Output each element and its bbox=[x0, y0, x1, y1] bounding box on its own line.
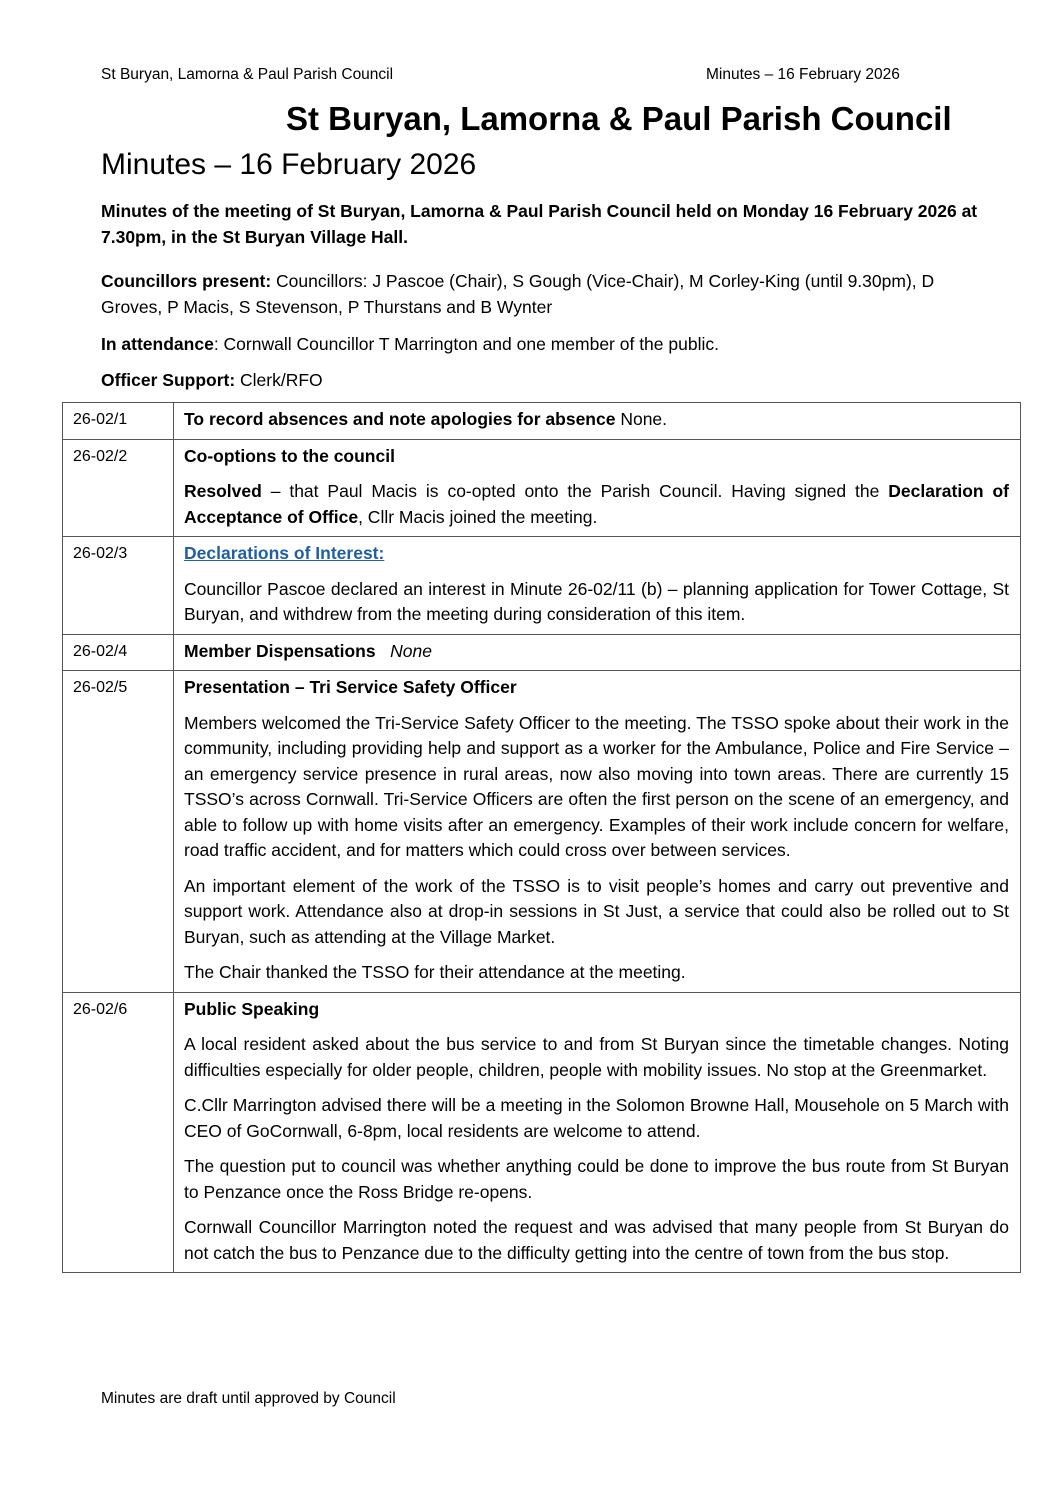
minute-body bbox=[174, 439, 1021, 537]
meeting-details bbox=[101, 198, 981, 250]
minute-row bbox=[63, 537, 1021, 635]
officer-support-text: Clerk/RFO bbox=[235, 370, 323, 390]
minute-ref: 26-02/4 bbox=[63, 634, 174, 671]
minute-paragraph: A local resident asked about the bus service to and from St Buryan since the timetable changes. Noting difficulties especially for older people, children, people with mobility issues. No stop at the Greenmarket. bbox=[184, 1034, 1009, 1080]
minute-body bbox=[174, 403, 1021, 440]
minute-paragraph: Councillor Pascoe declared an interest in Minute 26-02/11 (b) – planning application for Tower Cottage, St Buryan, and withdrew from the meeting during consideration of this item. bbox=[184, 578, 1009, 624]
page-footer: Minutes are draft until approved by Council bbox=[101, 1390, 396, 1407]
minute-heading: Co-options to the council bbox=[184, 445, 395, 466]
minute-body bbox=[174, 634, 1021, 671]
in-attendance-label: In attendance bbox=[101, 334, 214, 354]
minute-row bbox=[63, 671, 1021, 993]
document-title: St Buryan, Lamorna & Paul Parish Council bbox=[286, 100, 952, 137]
minute-row bbox=[63, 992, 1021, 1273]
minute-ref: 26-02/6 bbox=[63, 992, 174, 1273]
minute-row bbox=[63, 634, 1021, 671]
minute-heading: Member Dispensations bbox=[184, 640, 376, 661]
officer-support bbox=[101, 367, 981, 393]
minute-ref: 26-02/2 bbox=[63, 439, 174, 537]
councillors-present-text: Councillors: J Pascoe (Chair), S Gough (Vice-Chair), M Corley-King (until 9.30pm), D Groves, P Macis, S Stevenson, P Thurstans and B Wynter bbox=[101, 271, 935, 317]
meeting-details-text: Minutes of the meeting of St Buryan, Lamorna & Paul Parish Council held on Monday 16 February 2026 at 7.30pm, in the St Buryan Village Hall. bbox=[101, 201, 978, 247]
minute-paragraph: Members welcomed the Tri-Service Safety Officer to the meeting. The TSSO spoke about their work in the community, including providing help and support as a worker for the Ambulance, Police and Fire Service – an emergency service presence in rural areas, now also moving into town areas. There are currently 15 TSSO’s across Cornwall. Tri-Service Officers are often the first person on the scene of an emergency, and able to follow up with home visits after an emergency. Examples of their work include concern for welfare, road traffic accident, and for matters which could cross over between services. bbox=[184, 712, 1009, 860]
councillors-present-label: Councillors present: bbox=[101, 271, 272, 291]
councillors-present bbox=[101, 268, 981, 320]
minute-heading-suffix: None bbox=[390, 640, 433, 661]
minutes-table bbox=[62, 402, 1021, 1273]
declaration-label: Declaration of Acceptance of Office bbox=[184, 481, 1009, 527]
minute-row bbox=[63, 439, 1021, 537]
document-subtitle: Minutes – 16 February 2026 bbox=[101, 148, 477, 181]
minute-body bbox=[174, 537, 1021, 635]
officer-support-label: Officer Support: bbox=[101, 370, 236, 390]
declarations-of-interest-link[interactable]: Declarations of Interest: bbox=[184, 543, 385, 563]
resolved-label: Resolved bbox=[184, 481, 262, 501]
minute-text: – that Paul Macis is co-opted onto the Parish Council. Having signed the bbox=[261, 481, 889, 501]
minute-ref: 26-02/1 bbox=[63, 403, 174, 440]
running-header-left: St Buryan, Lamorna & Paul Parish Council bbox=[101, 66, 394, 83]
minute-body bbox=[174, 671, 1021, 993]
minute-paragraph: An important element of the work of the TSSO is to visit people’s homes and carry out preventive and support work. Attendance also at drop-in sessions in St Just, a service that could also be rolled out to St Buryan, such as attending at the Village Market. bbox=[184, 875, 1009, 947]
minute-heading: Presentation – Tri Service Safety Officer bbox=[184, 677, 517, 697]
minute-paragraph: C.Cllr Marrington advised there will be a meeting in the Solomon Browne Hall, Mousehole on 5 March with CEO of GoCornwall, 6-8pm, local residents are welcome to attend. bbox=[184, 1095, 1009, 1141]
in-attendance-text: : Cornwall Councillor T Marrington and one member of the public. bbox=[213, 334, 719, 354]
minute-text: , Cllr Macis joined the meeting. bbox=[358, 506, 598, 527]
minute-ref: 26-02/3 bbox=[63, 537, 174, 635]
minute-body bbox=[174, 992, 1021, 1273]
minute-paragraph: The question put to council was whether anything could be done to improve the bus route from St Buryan to Penzance once the Ross Bridge re-opens. bbox=[184, 1156, 1009, 1202]
minute-row bbox=[63, 403, 1021, 440]
in-attendance bbox=[101, 331, 981, 357]
minute-ref: 26-02/5 bbox=[63, 671, 174, 993]
minute-paragraph bbox=[184, 479, 1009, 530]
running-header-right: Minutes – 16 February 2026 bbox=[706, 66, 900, 83]
minute-heading-suffix: None. bbox=[615, 409, 668, 429]
minute-paragraph: Cornwall Councillor Marrington noted the request and was advised that many people from St Buryan do not catch the bus to Penzance due to the difficulty getting into the centre of town from the bus stop. bbox=[184, 1217, 1009, 1263]
minute-heading: Public Speaking bbox=[184, 998, 320, 1019]
minute-paragraph: The Chair thanked the TSSO for their attendance at the meeting. bbox=[184, 962, 686, 982]
minute-heading: To record absences and note apologies for absence bbox=[184, 409, 616, 429]
